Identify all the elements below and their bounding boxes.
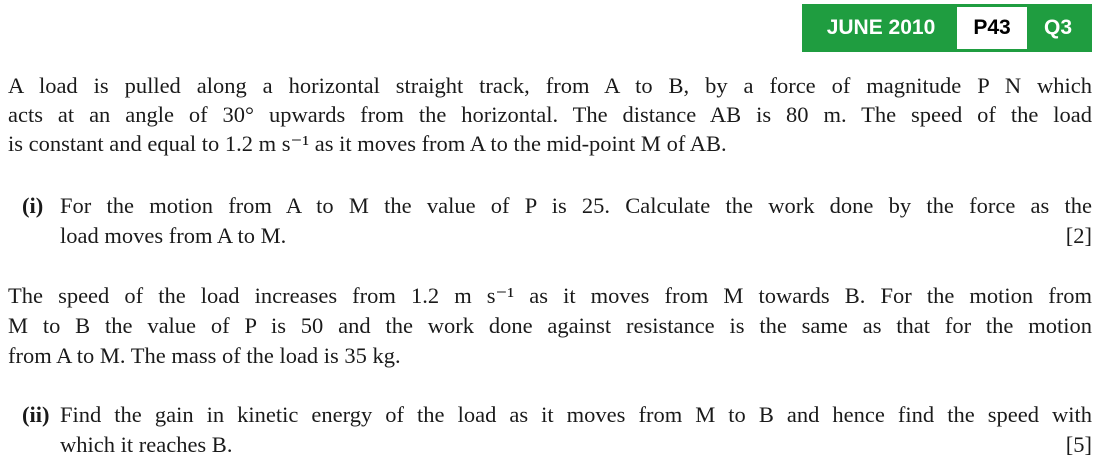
part-ii-line-1: Find the gain in kinetic energy of the load as it moves from M to B and hence find the speed with	[60, 402, 1092, 427]
part-i-line-2: load moves from A to M.	[60, 223, 287, 248]
intro-line-3: is constant and equal to 1.2 m s⁻¹ as it moves from A to the mid-point M of AB.	[8, 131, 727, 156]
exam-session-label: JUNE 2010	[826, 16, 936, 39]
part-i-line-1: For the motion from A to M the value of P is 25. Calculate the work done by the force as the	[60, 193, 1092, 218]
middle-line-2: M to B the value of P is 50 and the work done against resistance is the same as that for the motion	[8, 313, 1092, 338]
question-number-label: Q3	[1043, 16, 1072, 39]
middle-line-1: The speed of the load increases from 1.2 m s⁻¹ as it moves from M towards B. For the motion from	[8, 283, 1092, 308]
intro-line-1: A load is pulled along a horizontal straight track, from A to B, by a force of magnitude P N which	[8, 73, 1092, 98]
paper-code-label: P43	[957, 7, 1027, 49]
middle-line-3: from A to M. The mass of the load is 35 kg.	[8, 343, 401, 368]
part-i-marks: [2]	[1065, 223, 1092, 248]
intro-line-2: acts at an angle of 30° upwards from the horizontal. The distance AB is 80 m. The speed of the load	[8, 102, 1092, 127]
question-header	[802, 4, 1092, 52]
part-i-label: (i)	[22, 193, 44, 218]
part-ii-label: (ii)	[22, 402, 50, 427]
part-ii-line-2: which it reaches B.	[60, 432, 233, 457]
part-ii-marks: [5]	[1065, 432, 1092, 457]
